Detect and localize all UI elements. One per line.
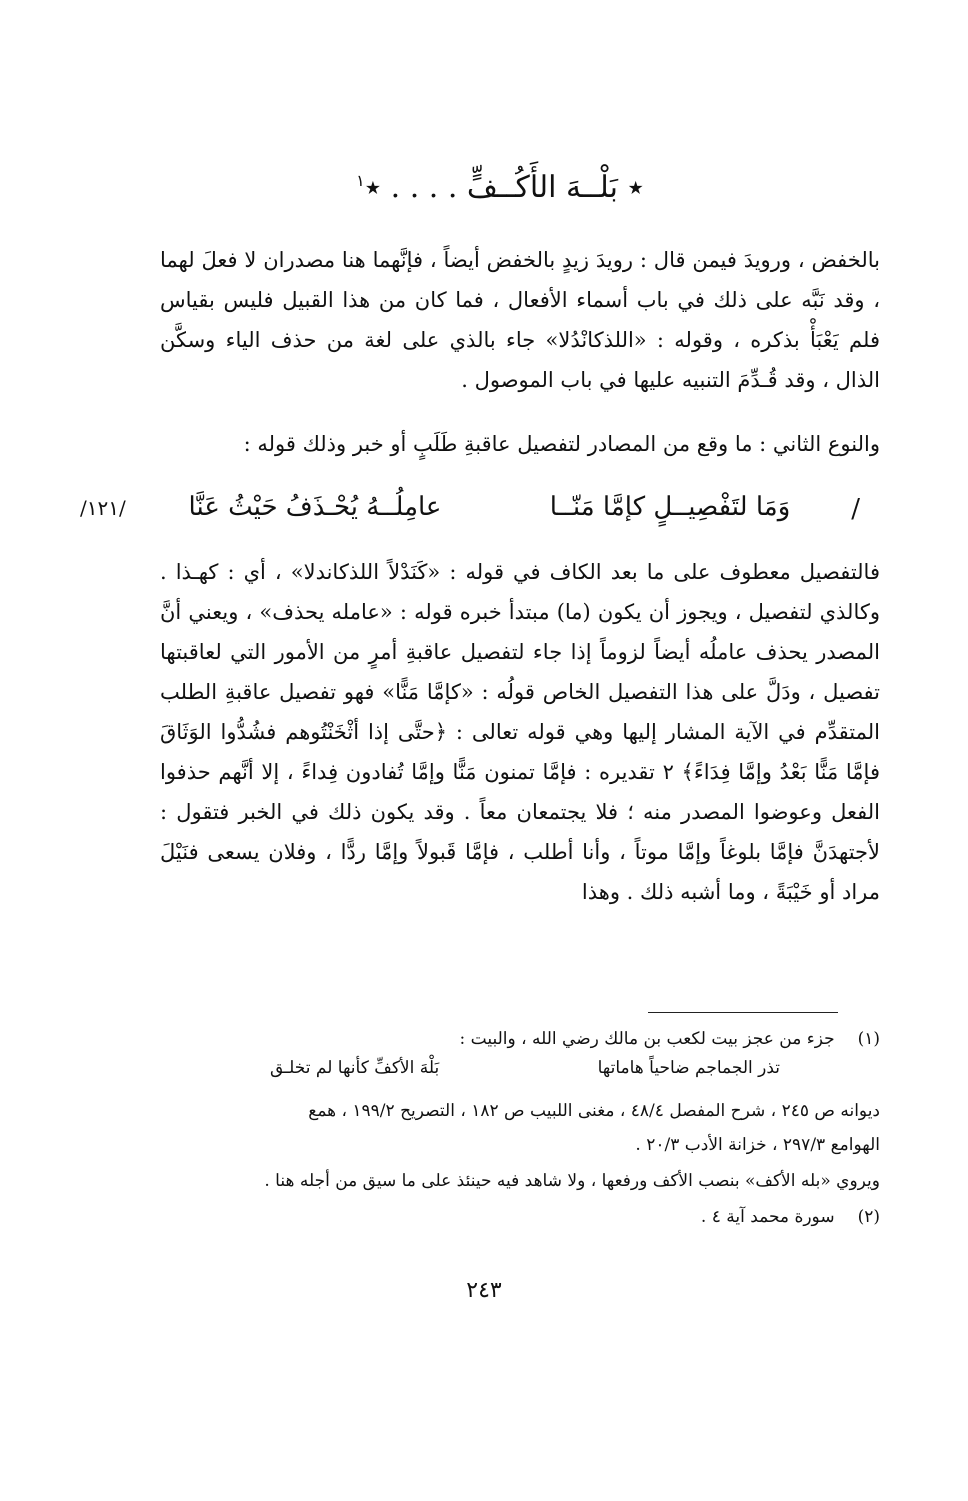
footnote-separator [648, 1012, 838, 1013]
footnote-2-text: سورة محمد آية ٤ . [700, 1207, 835, 1227]
verse-hemistich-second: عامِلُــهُ يُحْـذَفُ حَيْثُ عَنَّا [188, 492, 442, 522]
footnote-1-sources-line-1: ديوانه ص ٢٤٥ ، شرح المفصل ٤٨/٤ ، مغنى اللبيب ص ١٨٢ ، التصريح ١٩٩/٢ ، همع [308, 1101, 880, 1121]
page-number: ٢٤٣ [466, 1278, 502, 1303]
verse-slash: / [851, 494, 860, 524]
poem-verse [80, 492, 890, 532]
footnote-2 [160, 1202, 880, 1232]
verse-number-marker: /١٢١/ [80, 496, 126, 520]
footnote-1-number: (١) [857, 1029, 880, 1049]
paragraph-1: بالخفض ، ورويدَ فيمن قال : رويدَ زيدٍ بالخفض أيضاً ، فإنَّهما هنا مصدران لا فعلَ لهما ، وقد نَبَّه على ذلك في باب أسماء الأفعال ، فما كان من هذا القبيل فليس بقياس فلم يَعْبَأْ بذكره ، وقوله : «اللذكانْدُلا» جاء بالذي على لغة من حذف الياء وسكَّن الذال ، وقد قُـدِّمَ التنبيه عليها في باب الموصول . [160, 248, 880, 392]
footnote-1-verse-first-half: تذر الجماجم ضاحياً هاماتها [597, 1058, 780, 1078]
footnote-1-text: جزء من عجز بيت لكعب بن مالك رضي الله ، والبيت : [459, 1029, 835, 1049]
footnote-1-sources-line-2: الهوامع ٢٩٧/٣ ، خزانة الأدب ٢٠/٣ . [635, 1135, 880, 1155]
footnote-reference: ١ [356, 171, 365, 190]
footnote-1-note: ويروي «بله الأكف» بنصب الأكف ورفعها ، ولا شاهد فيه حينئذ على ما سيق من أجله هنا . [264, 1171, 880, 1191]
verse-hemistich-first: وَمَا لتَفْصِيــلٍ كإمَّا مَنّــا [549, 492, 791, 522]
footnote-1-verse-second-half: بَلْهَ الأكفِّ كأنها لم تخلـق [270, 1058, 440, 1078]
paragraph-3: فالتفصيل معطوف على ما بعد الكاف في قوله : «كَنَدْلاً اللذكاندلا» ، أي : كهـذا . وكالذي لتفصيل ، ويجوز أن يكون (ما) مبتدأ خبره قوله : «عامله يحذف» ، ويعني أنَّ المصدر يحذف عاملُه أيضاً لزوماً إذا جاء لتفصيل عاقبةِ أمرٍ من الأمور التي لعاقبتها تفصيل ، ودَلَّ على هذا التفصيل الخاص قولُه : «كإمَّا مَنًّا» فهو تفصيل عاقبةِ الطلب المتقدِّم في الآية المشار إليها وهي قوله تعالى : ﴿حتَّى إذا أثْخَنْتُوهم فشُدُّوا الوَثَاقَ فإمَّا مَنًّا بَعْدُ وإمَّا فِدَاءً﴾ ٢ تقديره : فإمَّا تمنون مَنًّا وإمَّا تُفادون فِداءً ، إلا أنَّهم حذفوا الفعل وعوضوا المصدر منه ؛ فلا يجتمعان معاً . وقد يكون ذلك في الخبر فتقول : لأجتهدَنَّ فإمَّا بلوغاً وإمَّا موتاً ، وأنا أطلب ، فإمَّا قَبولاً وإمَّا ردًّا ، وفلان يسعى فنَيْلَ مراد أو خَيْبَةً ، وما أشبه ذلك . وهذا [160, 560, 880, 904]
paragraph-2: والنوع الثاني : ما وقع من المصادر لتفصيل عاقبةِ طَلَبٍ أو خبر وذلك قوله : [243, 432, 880, 456]
verse-header [300, 170, 700, 205]
verse-title: ٭ بَلْــهَ الأَكُــفٍّ . . . . ٭ [364, 170, 644, 205]
footnote-1 [160, 1024, 880, 1054]
footnote-2-number: (٢) [857, 1207, 880, 1227]
